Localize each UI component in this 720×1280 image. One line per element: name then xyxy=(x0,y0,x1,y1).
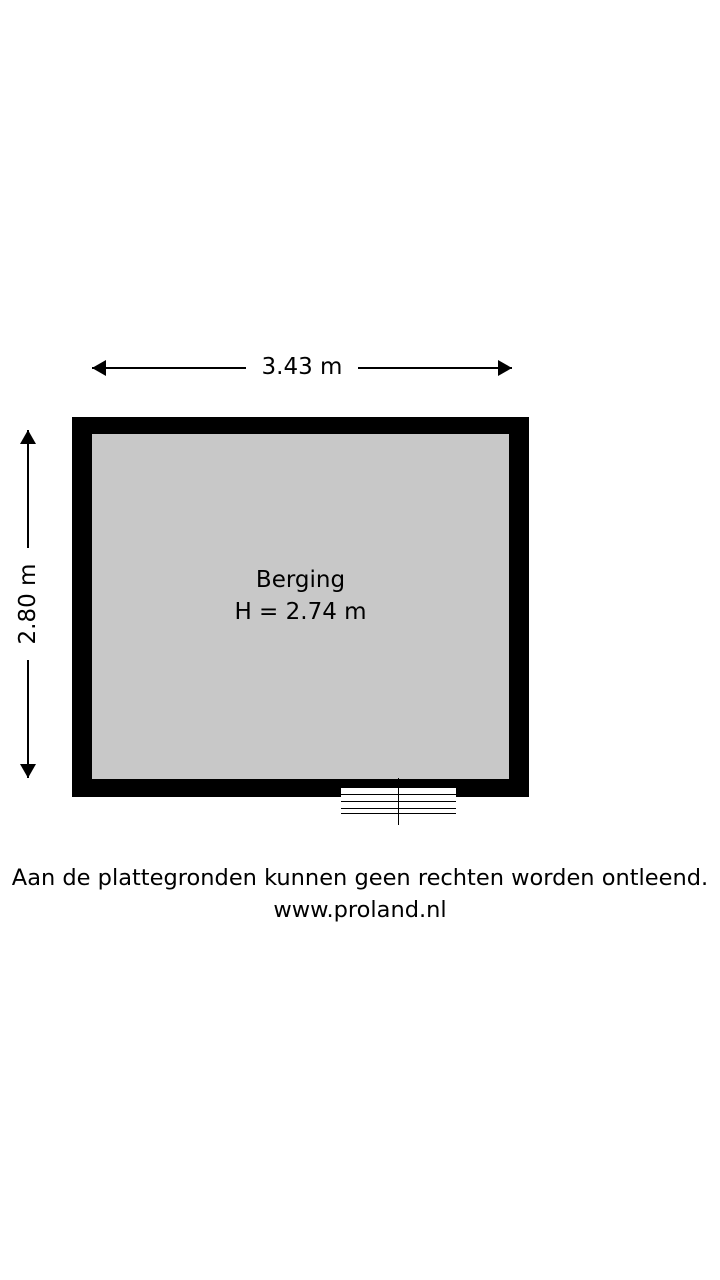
website-text: www.proland.nl xyxy=(273,897,447,923)
room-height-label: H = 2.74 m xyxy=(234,599,367,625)
footer xyxy=(0,862,720,926)
height-dimension xyxy=(8,430,48,778)
room-name-label: Berging xyxy=(255,567,346,593)
door-center-line xyxy=(398,778,399,825)
room-walls xyxy=(72,417,529,797)
disclaimer-text: Aan de plattegronden kunnen geen rechten worden ontleend. xyxy=(11,865,709,891)
room-floor xyxy=(92,434,509,779)
height-dimension-label xyxy=(13,430,43,778)
height-dimension-value: 2.80 m xyxy=(15,548,41,661)
width-dimension xyxy=(92,352,512,388)
door-opening-icon xyxy=(341,787,456,814)
width-dimension-value: 3.43 m xyxy=(246,354,359,380)
width-dimension-label xyxy=(92,352,512,382)
